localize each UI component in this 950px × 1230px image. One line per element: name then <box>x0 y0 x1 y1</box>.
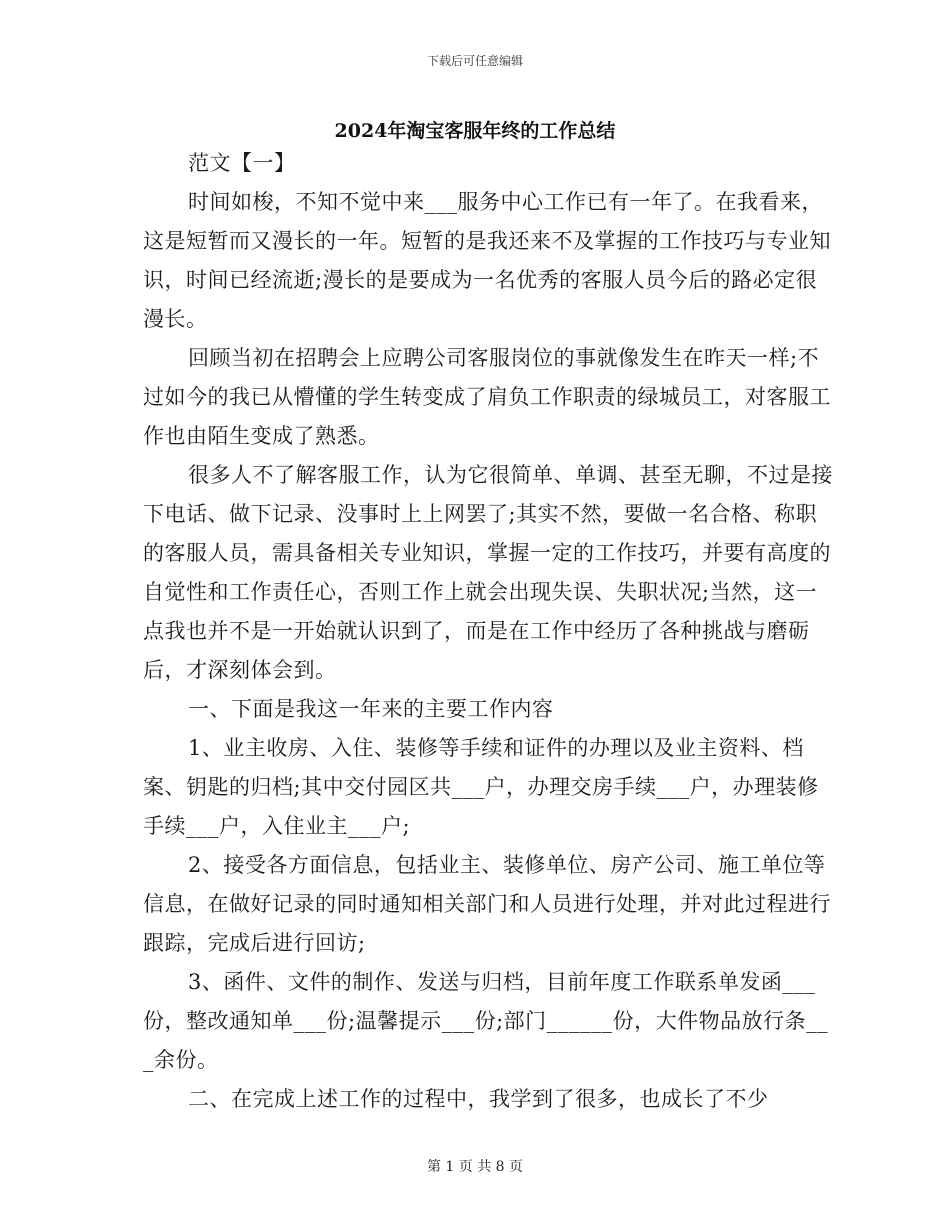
paragraph-review: 回顾当初在招聘会上应聘公司客服岗位的事就像发生在昨天一样;不过如今的我已从懵懂的学生转变成了肩负工作职责的绿城员工，对客服工作也由陌生变成了熟悉。 <box>143 346 831 448</box>
paragraph-intro: 时间如梭，不知不觉中来___服务中心工作已有一年了。在我看来，这是短暂而又漫长的一年。短暂的是我还来不及掌握的工作技巧与专业知识，时间已经流逝;漫长的是要成为一名优秀的客服人员今后的路必定很漫长。 <box>143 190 831 331</box>
section-heading-learning: 二、在完成上述工作的过程中，我学到了很多，也成长了不少 <box>188 1087 769 1111</box>
section-heading-main-work: 一、下面是我这一年来的主要工作内容 <box>188 697 554 721</box>
document-title: 2024年淘宝客服年终的工作总结 <box>334 120 616 142</box>
list-item-2: 2、接受各方面信息，包括业主、装修单位、房产公司、施工单位等信息，在做好记录的同时通知相关部门和人员进行处理，并对此过程进行跟踪，完成后进行回访; <box>143 853 831 955</box>
paragraph-heading-sample: 范文【一】 <box>188 151 296 175</box>
paragraph-misconception: 很多人不了解客服工作，认为它很简单、单调、甚至无聊，不过是接下电话、做下记录、没事时上上网罢了;其实不然，要做一名合格、称职的客服人员，需具备相关专业知识，掌握一定的工作技巧，并要有高度的自觉性和工作责任心，否则工作上就会出现失误、失职状况;当然，这一点我也并不是一开始就认识到了，而是在工作中经历了各种挑战与磨砺后，才深刻体会到。 <box>143 463 833 682</box>
page-header-note: 下载后可任意编辑 <box>426 54 523 68</box>
list-item-1: 1、业主收房、入住、装修等手续和证件的办理以及业主资料、档案、钥匙的归档;其中交付园区共___户，办理交房手续___户，办理装修手续___户，入住业主___户; <box>143 736 819 838</box>
list-item-3: 3、函件、文件的制作、发送与归档，目前年度工作联系单发函___份，整改通知单___份;温馨提示___份;部门______份，大件物品放行条___余份。 <box>143 970 829 1072</box>
document-body <box>143 144 833 1119</box>
page-number: 第 1 页 共 8 页 <box>426 1159 524 1175</box>
